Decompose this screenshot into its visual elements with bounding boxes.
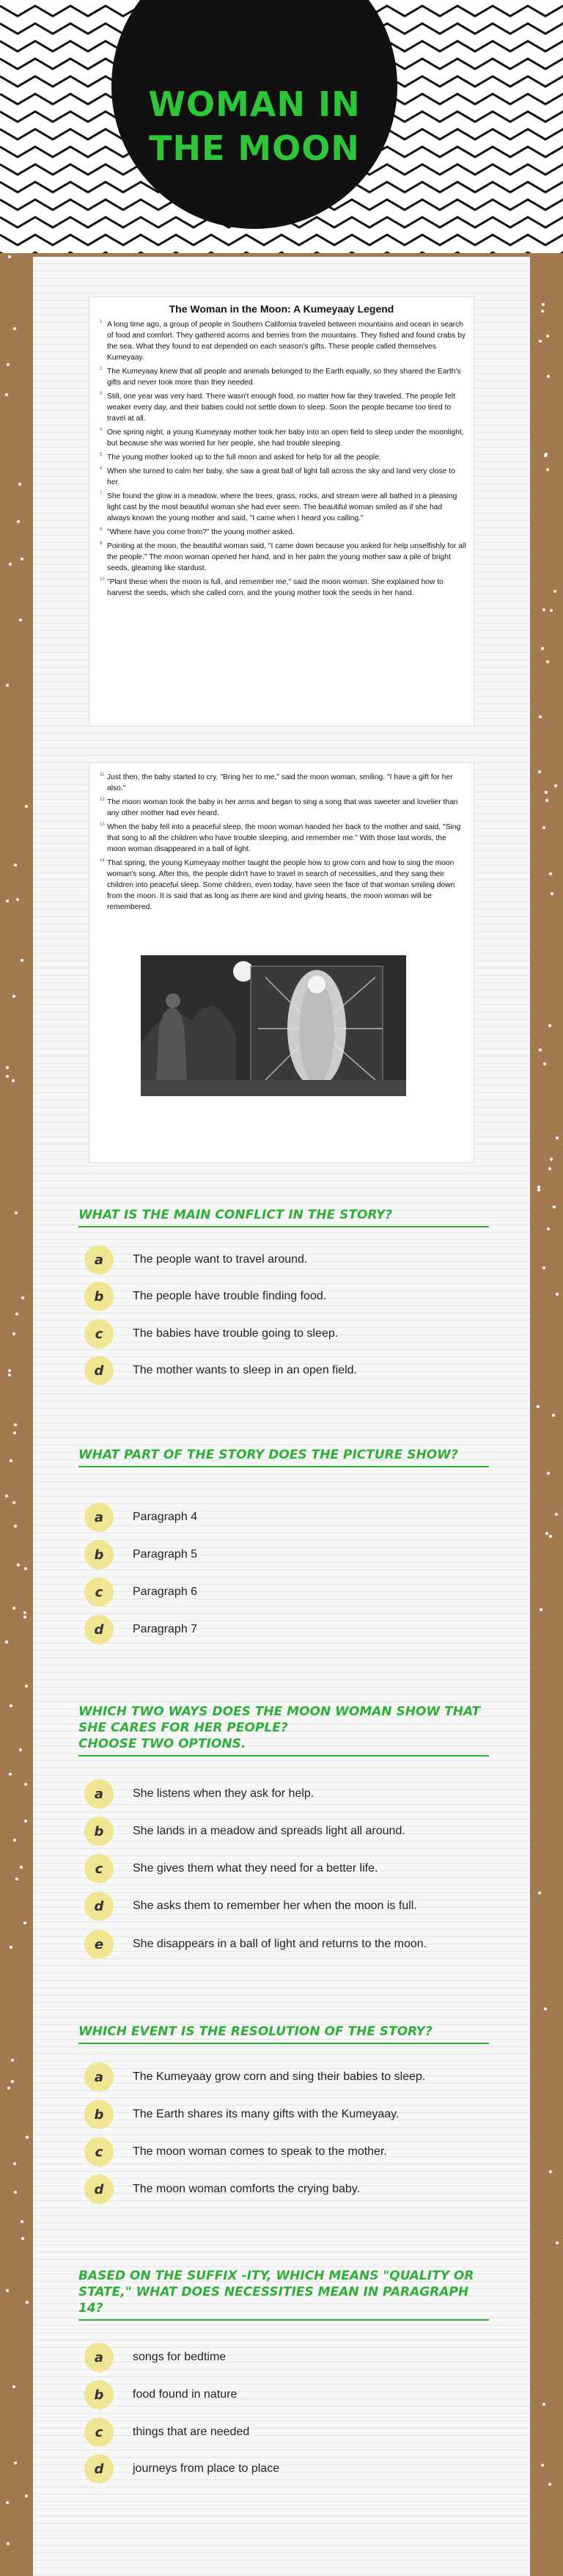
passage-paragraph [97,772,466,794]
cork-dot [20,1866,23,1869]
passage-paragraph [97,577,466,599]
cork-dot [6,1066,9,1069]
cork-dot [541,310,544,313]
answer-option[interactable] [84,2137,387,2167]
cork-dot [10,1459,12,1462]
answer-option[interactable] [84,2454,279,2484]
cork-dot [10,1946,12,1949]
option-text: She listens when they ask for help. [133,1787,314,1800]
question-text: BASED ON THE SUFFIX -ITY, WHICH MEANS "QUALITY OR STATE," WHAT DOES NECESSITIES MEAN IN PARAGRAPH 14? [78,2269,474,2316]
paragraph-text: That spring, the young Kumeyaay mother taught the people how to grow corn and how to sing the moon woman's song. After this, the people didn't have to travel in search of necessities, and they sang their children into peaceful sleep. Some children, even today, have seen the face of that woman smiling down from the moon. It is said that as long as there are kind and giving hearts, the moon woman will be remembered. [107,859,455,911]
question-underline [78,1226,489,1227]
cork-dot [14,1423,17,1426]
option-letter-badge[interactable]: c [84,2418,114,2447]
cork-dot [6,900,9,902]
cork-dot [541,2464,544,2467]
cork-dot [23,1611,26,1614]
cork-dot [7,363,10,366]
paragraph-number: 4 [100,428,103,432]
cork-dot [13,327,16,330]
cork-dot [5,1495,8,1497]
cork-dot [556,2241,559,2244]
paragraph-text: When she turned to calm her baby, she saw a great ball of light fall across the sky and land very close to her. [107,467,455,486]
question-text: WHICH EVENT IS THE RESOLUTION OF THE STORY? [78,2024,433,2039]
cork-dot [16,898,19,901]
cork-dot [539,1048,542,1051]
cork-dot [17,520,20,523]
paragraph-number: 9 [100,541,103,546]
option-letter-badge[interactable]: d [84,2454,114,2484]
cork-dot [542,1266,545,1269]
question-2 [78,1447,489,1467]
cork-dot [9,563,12,566]
answer-option[interactable] [84,1615,197,1644]
cork-dot [24,1567,27,1570]
cork-dot [21,558,23,561]
option-letter-badge[interactable]: b [84,2100,114,2129]
cork-dot [540,1608,542,1611]
option-text: The Earth shares its many gifts with the Kumeyaay. [133,2108,400,2120]
option-text: The babies have trouble going to sleep. [133,1327,339,1340]
cork-dot [547,1472,550,1475]
option-letter-badge[interactable]: e [84,1930,114,1959]
cork-dot [551,892,553,895]
paragraph-text: She found the glow in a meadow, where the trees, grass, rocks, and stream were all bathed in a pleasing light cast by the most beautiful woman she had ever seen. The beautiful woman smiled as if she had always known the young mother and said, "I came when I heard you calling." [107,492,457,522]
cork-dot [548,2483,551,2486]
cork-dot [6,1075,9,1078]
paragraph-number: 14 [100,858,105,863]
option-letter-badge[interactable]: c [84,2137,114,2167]
cork-dot [21,1296,24,1299]
cork-dot [545,799,548,802]
cork-dot [8,1369,11,1372]
passage-paragraph [97,822,466,855]
paragraph-text: When the baby fell into a peaceful sleep, the moon woman handed her back to the mother and said, "Sing that song to all the children who have trouble sleeping, and remember me." With those last words, the moon woman disappeared in a ball of light. [107,823,461,853]
question-text: WHAT PART OF THE STORY DOES THE PICTURE SHOW? [78,1448,458,1462]
cork-dot [537,1186,540,1189]
question-underline [78,1755,489,1756]
cork-dot [541,647,544,650]
cork-dot [549,1535,552,1538]
cork-dot [12,1501,15,1504]
passage-page-2 [89,762,474,1163]
option-text: The mother wants to sleep in an open field. [133,1364,357,1376]
answer-option[interactable] [84,1282,326,1311]
answer-option[interactable] [84,1245,307,1274]
cork-dot [26,2136,29,2139]
passage-paragraph [97,319,466,363]
option-text: Paragraph 4 [133,1511,198,1523]
paragraph-text: One spring night, a young Kumeyaay mother took her baby into an open field to sleep under the moonlight, but because she was worried for her people, she had trouble sleeping. [107,428,464,448]
cork-dot [14,1525,17,1528]
cork-dot [545,453,548,456]
story-illustration [141,955,406,1096]
cork-dot [542,2403,545,2406]
cork-dot [15,1211,18,1214]
cork-dot [537,1405,540,1408]
paragraph-text: A long time ago, a group of people in Southern California traveled between mountains and ocean in search of food and comfort. They gathered acorns and berries from the mountains. They fished and found crabs by the sea. What they found to eat depended on each season's gifts. These people called themselves Kumeyaay. [107,321,466,362]
question-1 [78,1207,489,1227]
question-underline [78,1466,489,1467]
cork-dot [23,1616,26,1619]
cork-dot [550,609,553,612]
cork-dot [546,660,549,663]
cork-dot [12,1079,15,1082]
option-letter-badge[interactable]: a [84,1503,114,1532]
answer-option[interactable] [84,1503,197,1532]
option-text: Paragraph 5 [133,1548,198,1561]
passage-heading: The Woman in the Moon: A Kumeyaay Legend [169,303,394,315]
option-text: Paragraph 7 [133,1623,198,1635]
cork-dot [543,1062,546,1065]
option-text: The people want to travel around. [133,1253,308,1266]
option-letter-badge[interactable]: a [84,1779,114,1809]
question-3 [78,1704,489,1756]
cork-dot [23,1922,26,1924]
header-banner [0,0,563,253]
passage-page-1 [89,296,474,726]
question-4 [78,2024,489,2044]
cork-dot [21,2220,23,2223]
page-title: WOMAN IN THE MOON [148,84,361,168]
cork-dot [13,1431,16,1434]
option-text: things that are needed [133,2426,250,2438]
cork-dot [15,1878,18,1880]
cork-dot [550,1158,553,1161]
cork-dot [547,375,550,378]
cork-dot [552,1414,555,1417]
option-text: She lands in a meadow and spreads light all around. [133,1825,405,1837]
cork-dot [553,590,556,593]
cork-dot [12,995,15,998]
option-letter-badge[interactable]: d [84,1615,114,1644]
paragraph-number: 7 [100,492,103,496]
cork-dot [11,2059,14,2062]
paragraph-number: 5 [100,453,103,457]
answer-option[interactable] [84,1779,314,1809]
cork-dot [537,1189,540,1192]
cork-dot [553,1205,556,1208]
cork-dot [25,1685,28,1687]
cork-dot [15,1313,18,1316]
option-letter-badge[interactable]: b [84,1282,114,1311]
cork-dot [556,1136,559,1139]
option-text: She gives them what they need for a better life. [133,1862,378,1875]
option-letter-badge[interactable]: a [84,2343,114,2372]
paragraph-number: 13 [100,822,105,827]
cork-dot [24,1820,27,1822]
passage-paragraph [97,427,466,449]
option-letter-badge[interactable]: c [84,1854,114,1883]
cork-dot [542,608,545,611]
passage-paragraphs-2 [97,772,466,913]
cork-dot [542,826,545,829]
option-text: The moon woman comes to speak to the mother. [133,2145,387,2158]
cork-dot [21,2237,24,2240]
cork-dot [549,872,552,875]
passage-paragraph [97,527,466,538]
cork-dot [24,1783,27,1786]
cork-dot [547,1227,550,1230]
option-letter-badge[interactable]: b [84,2380,114,2409]
cork-dot [19,1748,22,1751]
option-text: Paragraph 6 [133,1586,198,1598]
passage-paragraph [97,491,466,524]
cork-dot [544,2007,547,2010]
question-text: WHICH TWO WAYS DOES THE MOON WOMAN SHOW THAT SHE CARES FOR HER PEOPLE? [78,1704,481,1735]
passage-paragraph [97,452,466,463]
cork-dot [12,2385,15,2388]
cork-dot [21,959,23,962]
cork-dot [13,1839,16,1842]
question-underline [78,2319,489,2321]
option-letter-badge[interactable]: c [84,1577,114,1607]
paragraph-text: The moon woman took the baby in her arms and began to sing a song that was sweeter and lovelier than any other mother had ever heard. [107,798,458,817]
cork-dot [10,1704,12,1707]
option-text: She asks them to remember her when the moon is full. [133,1900,417,1912]
answer-option[interactable] [84,1319,338,1349]
paragraph-number: 11 [100,773,105,777]
cork-dot [556,1293,559,1296]
paragraph-number: 3 [100,392,103,396]
option-letter-badge[interactable]: a [84,1245,114,1274]
question-subtext: CHOOSE TWO OPTIONS. [78,1737,246,1751]
cork-dot [17,1564,20,1566]
cork-dot [5,393,8,396]
answer-option[interactable] [84,1817,405,1846]
answer-option[interactable] [84,1930,427,1959]
paragraph-text: The Kumeyaay knew that all people and animals belonged to the Earth equally, so they shared the Earth's gifts and never took more than they needed. [107,368,461,387]
cork-dot [6,2289,9,2292]
option-text: journeys from place to place [133,2462,280,2475]
passage-paragraph [97,391,466,424]
option-letter-badge[interactable]: d [84,2175,114,2204]
cork-dot [14,864,17,866]
answer-option[interactable] [84,2380,237,2409]
answer-option[interactable] [84,2343,226,2372]
paragraph-number: 12 [100,798,105,802]
cork-dot [14,2191,17,2194]
paragraph-number: 10 [100,577,105,582]
cork-dot [12,1607,15,1610]
passage-paragraph [97,797,466,819]
option-letter-badge[interactable]: b [84,1817,114,1846]
cork-dot [539,715,542,718]
answer-option[interactable] [84,2418,249,2447]
paragraph-text: The young mother looked up to the full moon and asked for help for all the people. [107,453,381,461]
option-text: She disappears in a ball of light and returns to the moon. [133,1938,427,1950]
cork-dot [14,2462,17,2464]
cork-dot [554,784,557,787]
option-letter-badge[interactable]: c [84,1319,114,1349]
cork-dot [7,2542,10,2545]
option-text: songs for bedtime [133,2351,227,2363]
cork-dot [545,791,548,794]
option-text: food found in nature [133,2388,238,2401]
paragraph-text: Just then, the baby started to cry. "Bring her to me," said the moon woman, smiling. "I have a gift for her also." [107,773,453,792]
paragraph-text: Pointing at the moon, the beautiful woman said, "I came down because you asked for help unselfishly for all the people." The moon woman opened her hand, and in her palm the young mother saw a pile of bright seeds, gleaming like stardust. [107,542,466,572]
cork-dot [542,303,545,306]
paragraph-text: Still, one year was very hard. There wasn't enough food, no matter how far they traveled. The people felt weaker every day, and their babies could not settle down to sleep. Soon the people became too tired to travel at all. [107,393,455,423]
option-text: The Kumeyaay grow corn and sing their babies to sleep. [133,2070,426,2083]
cork-dot [539,340,542,343]
cork-dot [6,2501,9,2504]
option-letter-badge[interactable]: d [84,1891,114,1921]
cork-dot [11,2080,14,2083]
cork-dot [25,805,28,808]
answer-option[interactable] [84,2062,425,2092]
cork-dot [538,1891,541,1894]
passage-paragraphs-1 [97,319,466,599]
cork-dot [25,2495,28,2497]
passage-paragraph [97,366,466,388]
cork-dot [18,483,21,486]
cork-dot [546,468,549,471]
paragraph-number: 1 [100,320,103,324]
cork-dot [5,1641,8,1643]
cork-dot [8,1373,11,1376]
answer-option[interactable] [84,1356,357,1385]
cork-dot [19,619,22,621]
answer-option[interactable] [84,1854,378,1883]
answer-option[interactable] [84,1577,197,1607]
option-letter-badge[interactable]: b [84,1540,114,1569]
paragraph-number: 8 [100,528,103,532]
cork-dot [13,2162,16,2165]
answer-option[interactable] [84,2100,399,2129]
paragraph-text: "Where have you come from?" the young mother asked. [107,528,295,536]
passage-paragraph [97,858,466,913]
cork-dot [549,2170,552,2173]
paragraph-number: 6 [100,467,103,471]
cork-dot [7,2087,10,2090]
cork-dot [545,1532,548,1535]
cork-dot [555,1513,558,1516]
answer-option[interactable] [84,2175,360,2204]
paragraph-text: "Plant these when the moon is full, and remember me," said the moon woman. She explained how to harvest the seeds, which she called corn, and the young mother took the seeds in her hand. [107,578,444,597]
answer-option[interactable] [84,1540,197,1569]
passage-paragraph [97,466,466,488]
paragraph-number: 2 [100,367,103,371]
option-letter-badge[interactable]: a [84,2062,114,2092]
passage-paragraph [97,541,466,574]
option-text: The moon woman comforts the crying baby. [133,2183,361,2195]
cork-dot [538,770,541,773]
cork-dot [548,1024,551,1027]
cork-dot [12,1332,15,1335]
question-underline [78,2043,489,2044]
option-letter-badge[interactable]: d [84,1356,114,1385]
question-text: WHAT IS THE MAIN CONFLICT IN THE STORY? [78,1208,393,1222]
cork-dot [6,684,9,687]
option-text: The people have trouble finding food. [133,1290,327,1302]
cork-dot [546,335,549,337]
cork-dot [548,1167,551,1170]
cork-dot [8,255,11,258]
answer-option[interactable] [84,1891,417,1921]
cork-dot [26,2301,29,2304]
cork-dot [9,1773,12,1776]
question-5 [78,2268,489,2321]
